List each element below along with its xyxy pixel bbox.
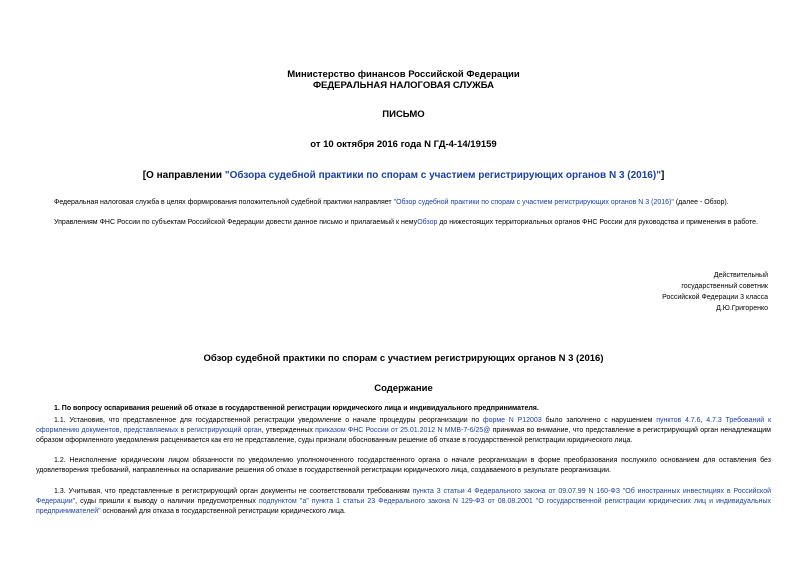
ministry-name: Министерство финансов Российской Федерации	[287, 69, 520, 80]
p2-text: Управлениям ФНС России по субъектам Российской Федерации довести данное письмо и прилагаемый к нему	[54, 219, 418, 226]
p11-text-c: ,	[700, 417, 707, 424]
p1-text: Федеральная налоговая служба в целях формирования положительной судебной практики направляет	[54, 199, 394, 206]
subject-link[interactable]: "Обзора судебной практики по спорам с участием регистрирующих органов N 3 (2016)"	[224, 170, 661, 181]
doc-subject	[0, 170, 807, 181]
review-short-link[interactable]: Обзор	[417, 219, 438, 226]
subject-prefix: [О направлении	[142, 170, 225, 181]
signature-name: Д.Ю.Григоренко	[716, 305, 768, 312]
section-heading: 1. По вопросу оспаривания решений об отказе в государственной регистрации юридического лица и индивидуального предпринимателя.	[54, 405, 539, 412]
p11-text-e: принимая во внимание, что представление в регистрирующий орган ненадлежащим образом оформленного уведомления расценивается как его не представление, суды признали обоснованным решение об отказе в государственной регистрации юридического лица.	[36, 427, 771, 444]
paragraph-1-2: 1.2. Неисполнение юридическим лицом обязанности по уведомлению уполномоченного государственного органа о начале реорганизации в форме преобразования послужило основанием для оставления без удовлетворения требований, направленных на оспаривание решения об отказе в государственной регистрации юридического лица, создаваемого в результате реорганизации.	[36, 457, 771, 474]
p13-text-c: оснований для отказа в государственной регистрации юридического лица.	[100, 508, 346, 515]
p13-text-b: , суды пришли к выводу о наличии предусмотренных	[75, 498, 259, 505]
paragraph-intro	[36, 198, 771, 208]
subject-suffix: ]	[660, 170, 665, 181]
review-link[interactable]: "Обзор судебной практики по спорам с участием регистрирующих органов N 3 (2016)"	[393, 199, 674, 206]
service-name: ФЕДЕРАЛЬНАЯ НАЛОГОВАЯ СЛУЖБА	[312, 80, 495, 91]
paragraph-instruction	[36, 218, 771, 228]
contents-heading: Содержание	[374, 383, 433, 394]
signature-line-1: Действительный	[713, 272, 768, 279]
paragraph-1-3	[36, 487, 771, 517]
investment-law-link[interactable]: пункта 3 статьи 4 Федерального закона от 09.07.99 N 160-ФЗ "Об иностранных инвестициях в Российской Федерации"	[36, 488, 771, 505]
p13-text-a: 1.3. Учитывая, что представленные в регистрирующий орган документы не соответствовали требованиям	[54, 488, 413, 495]
review-title: Обзор судебной практики по спорам с участием регистрирующих органов N 3 (2016)	[203, 353, 604, 364]
p1-text-end: (далее - Обзор).	[673, 199, 729, 206]
paragraph-1-1	[36, 416, 771, 446]
p2-text-end: до нижестоящих территориальных органов ФНС России для руководства и применения в работе.	[437, 219, 758, 226]
doc-date: от 10 октября 2016 года N ГД-4-14/19159	[310, 139, 497, 150]
p11-text-d: , утвержденных	[261, 427, 316, 434]
requirements-link[interactable]: 4.7.3 Требований к оформлению документов, представляемых в регистрирующий орган	[36, 417, 772, 434]
p11-text-a: 1.1. Установив, что представленное для государственной регистрации уведомление о начале процедуры реорганизации по	[54, 417, 483, 424]
signature-line-3: Российской Федерации 3 класса	[662, 294, 768, 301]
signature-block	[600, 270, 768, 314]
form-link[interactable]: форме N Р12003	[482, 417, 542, 424]
signature-line-2: государственный советник	[681, 283, 768, 290]
p11-text-b: было заполнено с нарушением	[541, 417, 657, 424]
registration-law-link[interactable]: подпунктом "а" пункта 1 статьи 23 Федерального закона N 129-ФЗ от 08.08.2001 "О государственной регистрации юридических лиц и индивидуальных предпринимателей"	[36, 498, 771, 515]
clause-link[interactable]: пунктов 4.7.6	[656, 417, 701, 424]
doc-type: ПИСЬМО	[382, 109, 425, 120]
order-link[interactable]: приказом ФНС России от 25.01.2012 N ММВ-7-6/25@	[315, 427, 491, 434]
